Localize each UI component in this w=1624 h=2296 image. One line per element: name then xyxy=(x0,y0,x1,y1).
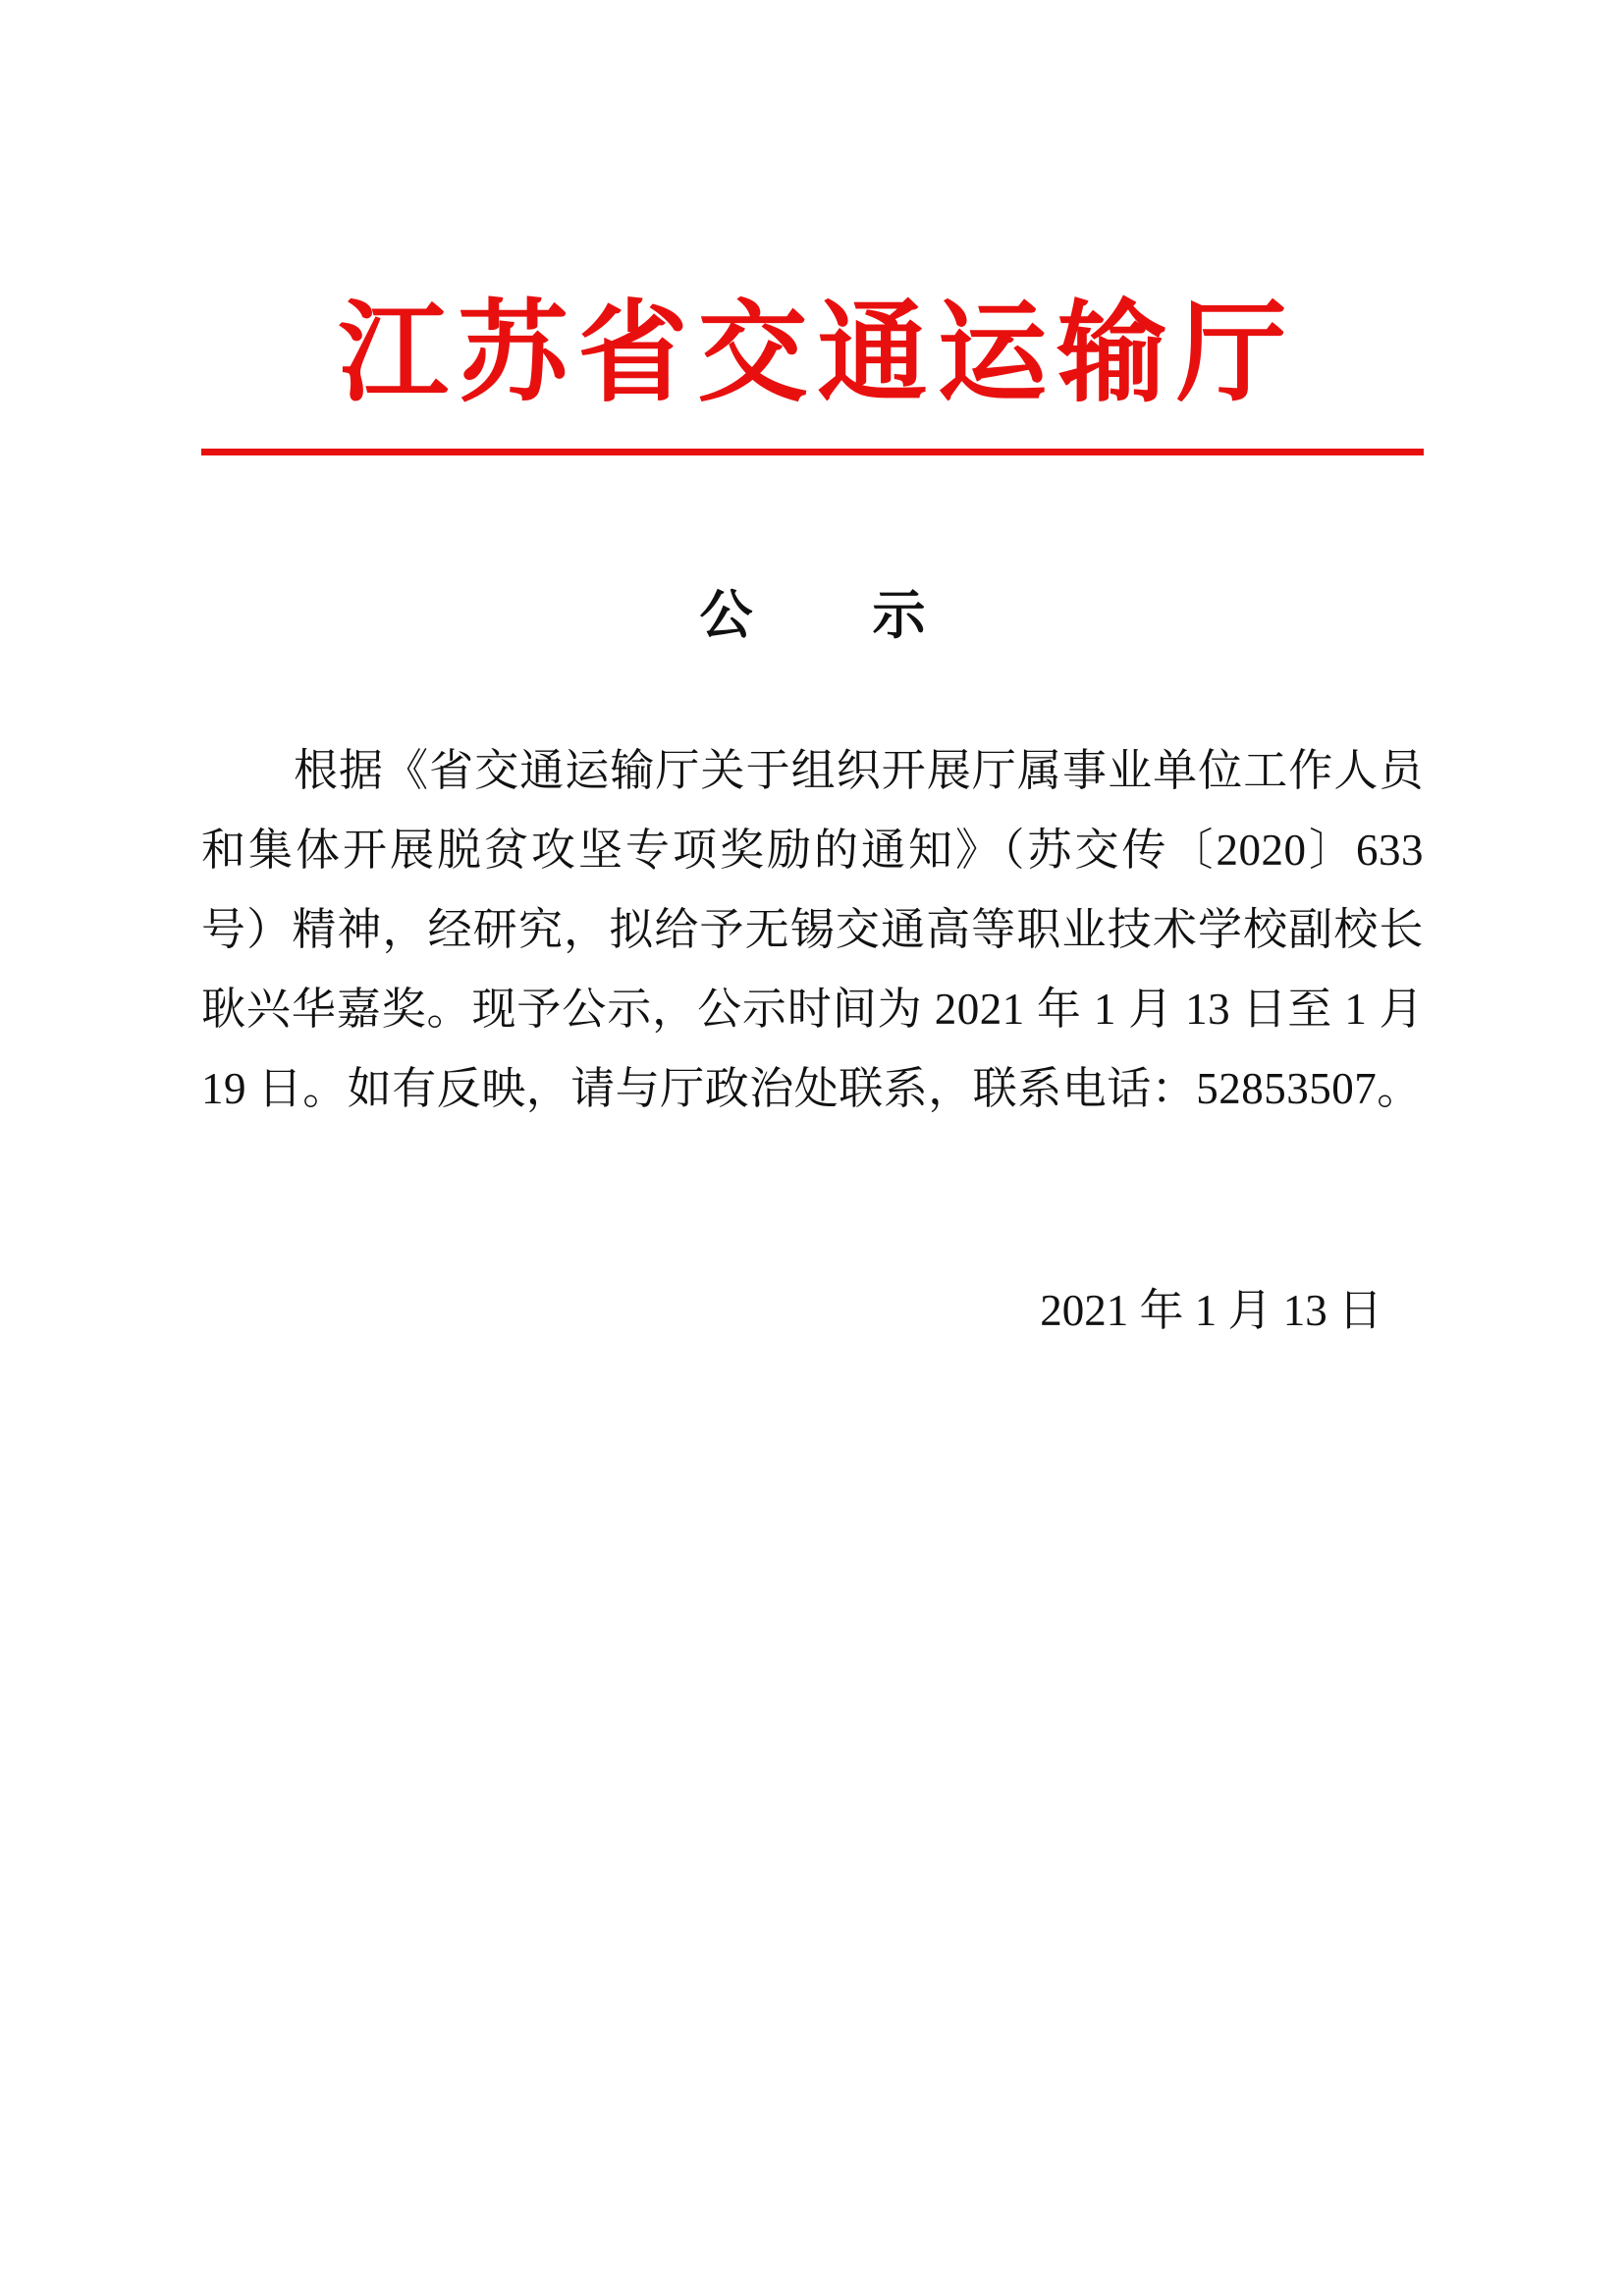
letterhead xyxy=(201,294,1424,455)
body-paragraph: 根据《省交通运输厅关于组织开展厅属事业单位工作人员和集体开展脱贫攻坚专项奖励的通知》（苏交传〔2020〕633 号）精神，经研究，拟给予无锡交通高等职业技术学校副校长耿兴华嘉奖。现予公示，公示时间为 2021 年 1 月 13 日至 1 月 19 日。如有反映，请与厅政治处联系，联系电话：52853507。 xyxy=(201,746,1424,1114)
letterhead-divider xyxy=(201,449,1424,455)
signature-block xyxy=(201,1276,1424,1345)
issuing-organization: 江苏省交通运输厅 xyxy=(338,294,1297,415)
issue-date: 2021 年 1 月 13 日 xyxy=(1040,1286,1382,1336)
page-title: 公 示 xyxy=(699,586,959,646)
document-content xyxy=(201,0,1424,1345)
document-body xyxy=(201,731,1424,1129)
